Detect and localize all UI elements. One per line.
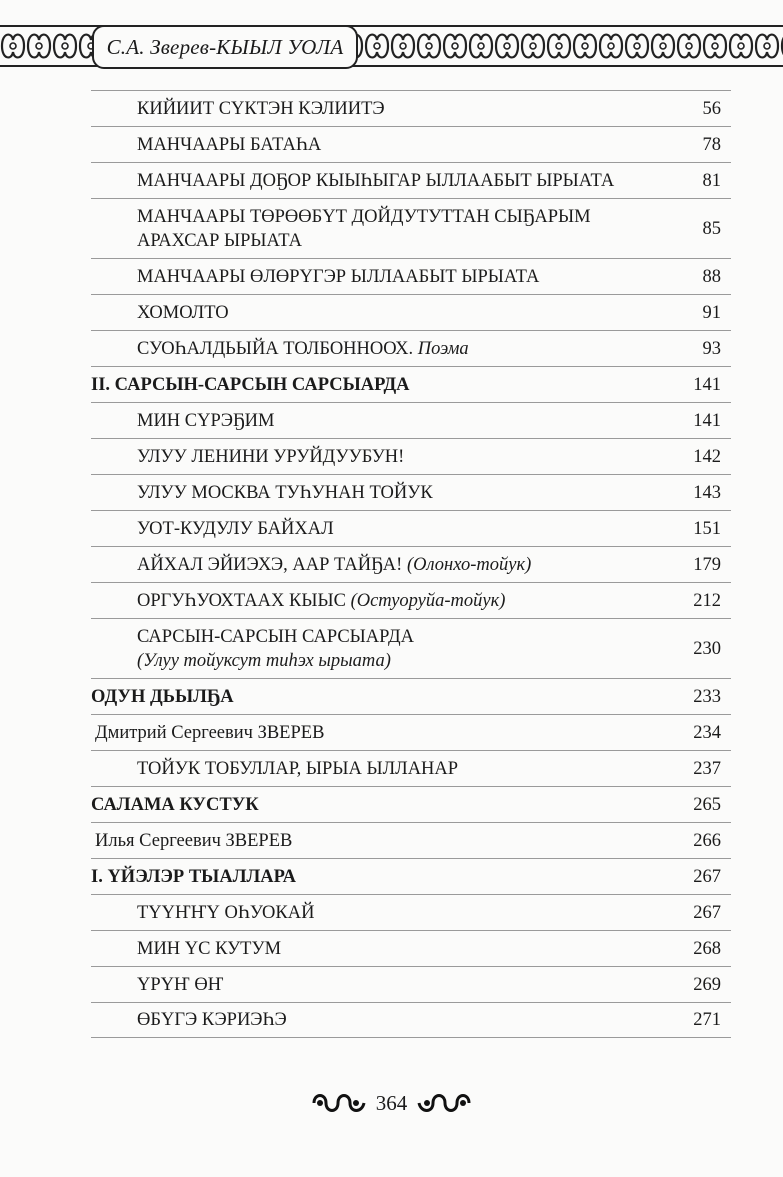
toc-entry — [91, 366, 731, 402]
toc-entry-title-cell — [91, 512, 661, 546]
toc-entry-page: 265 — [693, 794, 721, 815]
toc-entry-title: УЛУУ ЛЕНИНИ УРУЙДУУБУН! — [137, 446, 405, 467]
toc-entry — [91, 402, 731, 438]
toc-entry-title-cell — [91, 896, 661, 930]
toc-entry — [91, 294, 731, 330]
toc-entry-title: ОДУН ДЬЫЛҔА — [91, 686, 234, 707]
toc-entry — [91, 618, 731, 678]
toc-entry-title-cell — [91, 296, 661, 330]
toc-entry-title-cell — [91, 584, 661, 618]
ornament-right-icon — [415, 1090, 473, 1116]
toc-entry — [91, 546, 731, 582]
toc-entry — [91, 162, 731, 198]
toc-entry-title: Илья Сергеевич ЗВЕРЕВ — [95, 830, 293, 851]
toc-entry-title: УЛУУ МОСКВА ТУҺУНАН ТОЙУК — [137, 482, 433, 503]
toc-entry-title-cell — [91, 476, 661, 510]
toc-entry-title: КИЙИИТ СҮКТЭН КЭЛИИТЭ — [137, 98, 385, 119]
toc-entry — [91, 966, 731, 1002]
toc-entry-page: 142 — [693, 446, 721, 467]
toc-entry-page: 271 — [693, 1010, 721, 1030]
toc-entry-title: МАНЧААРЫ ДОҔОР КЫЫҺЫГАР ЫЛЛААБЫТ ЫРЫАТА — [137, 170, 615, 191]
toc-entry-title-cell — [91, 128, 661, 162]
toc-entry-page: 56 — [702, 98, 721, 119]
toc-entry-title-cell — [91, 92, 661, 126]
toc-entry — [91, 822, 731, 858]
toc-entry-title: МИН ҮС КУТУМ — [137, 938, 282, 959]
toc-entry-page: 91 — [702, 302, 721, 323]
toc-entry-page: 93 — [702, 338, 721, 359]
toc-entry — [91, 330, 731, 366]
toc-entry — [91, 894, 731, 930]
toc-entry — [91, 90, 731, 126]
toc-entry — [91, 198, 731, 258]
toc-entry-page: 81 — [702, 170, 721, 191]
toc-entry-title: ТОЙУК ТОБУЛЛАР, ЫРЫА ЫЛЛАНАР — [137, 758, 459, 779]
toc-entry-title: МИН СҮРЭҔИМ — [137, 410, 275, 431]
toc-entry-title-cell — [91, 824, 661, 858]
toc-entry — [91, 438, 731, 474]
toc-entry-page: 233 — [693, 686, 721, 707]
toc-entry — [91, 582, 731, 618]
toc-entry-page: 85 — [702, 218, 721, 239]
toc-entry-page: 237 — [693, 758, 721, 779]
toc-entry-title-cell — [91, 164, 661, 198]
toc-entry-page: 267 — [693, 866, 721, 887]
toc-entry — [91, 714, 731, 750]
toc-entry-page: 78 — [702, 134, 721, 155]
toc-entry-title: ТҮҮҤҤҮ ОҺУОКАЙ — [137, 902, 315, 923]
toc-entry-page: 141 — [693, 374, 721, 395]
toc-entry-title-continued: АРАХСАР ЫРЫАТА — [137, 230, 303, 251]
toc-entry — [91, 930, 731, 966]
toc-entry-title-cell — [91, 788, 661, 822]
toc-entry-title: СУОҺАЛДЬЫЙА ТОЛБОННООХ. — [137, 338, 414, 359]
toc-entry-page: 268 — [693, 938, 721, 959]
toc-entry-subtitle: (Улуу тойуксут тиһэх ырыата) — [137, 650, 391, 671]
toc-entry-title: ХОМОЛТО — [137, 302, 229, 323]
toc-entry-title-cell — [91, 548, 661, 582]
toc-entry-title-cell — [91, 1003, 661, 1037]
toc-entry — [91, 1002, 731, 1038]
toc-entry-title: II. САРСЫН-САРСЫН САРСЫАРДА — [91, 374, 410, 395]
toc-entry — [91, 258, 731, 294]
toc-entry-title: САЛАМА КУСТУК — [91, 794, 259, 815]
page-footer — [0, 1086, 783, 1120]
table-of-contents — [91, 90, 731, 1038]
toc-entry-page: 151 — [693, 518, 721, 539]
toc-entry-page: 234 — [693, 722, 721, 743]
toc-entry — [91, 858, 731, 894]
toc-entry-title: САРСЫН-САРСЫН САРСЫАРДА — [137, 626, 415, 647]
toc-entry-genre: (Остуоруйа-тойук) — [350, 590, 506, 611]
page-header — [0, 22, 783, 70]
toc-entry-title: МАНЧААРЫ ТӨРӨӨБҮТ ДОЙДУТУТТАН СЫҔАРЫМ — [137, 206, 591, 227]
toc-entry-page: 269 — [693, 974, 721, 995]
toc-entry — [91, 510, 731, 546]
toc-entry-title: УОТ-КУДУЛУ БАЙХАЛ — [137, 518, 334, 539]
toc-entry-title-cell — [91, 968, 661, 1002]
toc-entry-page: 267 — [693, 902, 721, 923]
toc-entry-title-cell — [91, 860, 661, 894]
toc-entry-title-cell — [91, 200, 661, 258]
toc-entry-page: 179 — [693, 554, 721, 575]
toc-entry-title-cell — [91, 368, 661, 402]
toc-entry-title-cell — [91, 440, 661, 474]
toc-entry — [91, 678, 731, 714]
toc-entry-page: 143 — [693, 482, 721, 503]
toc-entry-title-cell — [91, 680, 661, 714]
toc-entry-title: I. ҮЙЭЛЭР ТЫАЛЛАРА — [91, 866, 296, 887]
toc-entry-genre: (Олонхо-тойук) — [406, 554, 532, 575]
toc-entry-title: ҮРҮҤ ӨҤ — [137, 974, 224, 995]
toc-entry-title-cell — [91, 620, 661, 678]
toc-entry-page: 141 — [693, 410, 721, 431]
page-number: 364 — [375, 1090, 408, 1115]
toc-entry-title-cell — [91, 932, 661, 966]
toc-entry-page: 230 — [693, 638, 721, 659]
toc-entry-title: МАНЧААРЫ БАТАҺА — [137, 134, 322, 155]
toc-entry — [91, 126, 731, 162]
toc-entry-title-cell — [91, 752, 661, 786]
running-header-title: С.А. Зверев-КЫЫЛ УОЛА — [92, 25, 358, 69]
toc-entry-title: Дмитрий Сергеевич ЗВЕРЕВ — [95, 722, 325, 743]
toc-entry-title-cell — [91, 716, 661, 750]
toc-entry-title-cell — [91, 404, 661, 438]
toc-entry-title-cell — [91, 260, 661, 294]
toc-entry — [91, 786, 731, 822]
toc-entry-title-cell — [91, 332, 661, 366]
toc-entry-genre: Поэма — [417, 338, 469, 359]
toc-entry-title: АЙХАЛ ЭЙИЭХЭ, ААР ТАЙҔА! — [137, 554, 403, 575]
toc-entry — [91, 750, 731, 786]
toc-entry-page: 266 — [693, 830, 721, 851]
toc-entry-page: 212 — [693, 590, 721, 611]
toc-entry-title: ӨБҮГЭ КЭРИЭҺЭ — [137, 1010, 287, 1030]
toc-entry-title: МАНЧААРЫ ӨЛӨРҮГЭР ЫЛЛААБЫТ ЫРЫАТА — [137, 266, 540, 287]
toc-entry-title: ОРГУҺУОХТААХ КЫЫС — [137, 590, 346, 611]
ornament-left-icon — [310, 1090, 368, 1116]
toc-entry — [91, 474, 731, 510]
toc-entry-page: 88 — [702, 266, 721, 287]
